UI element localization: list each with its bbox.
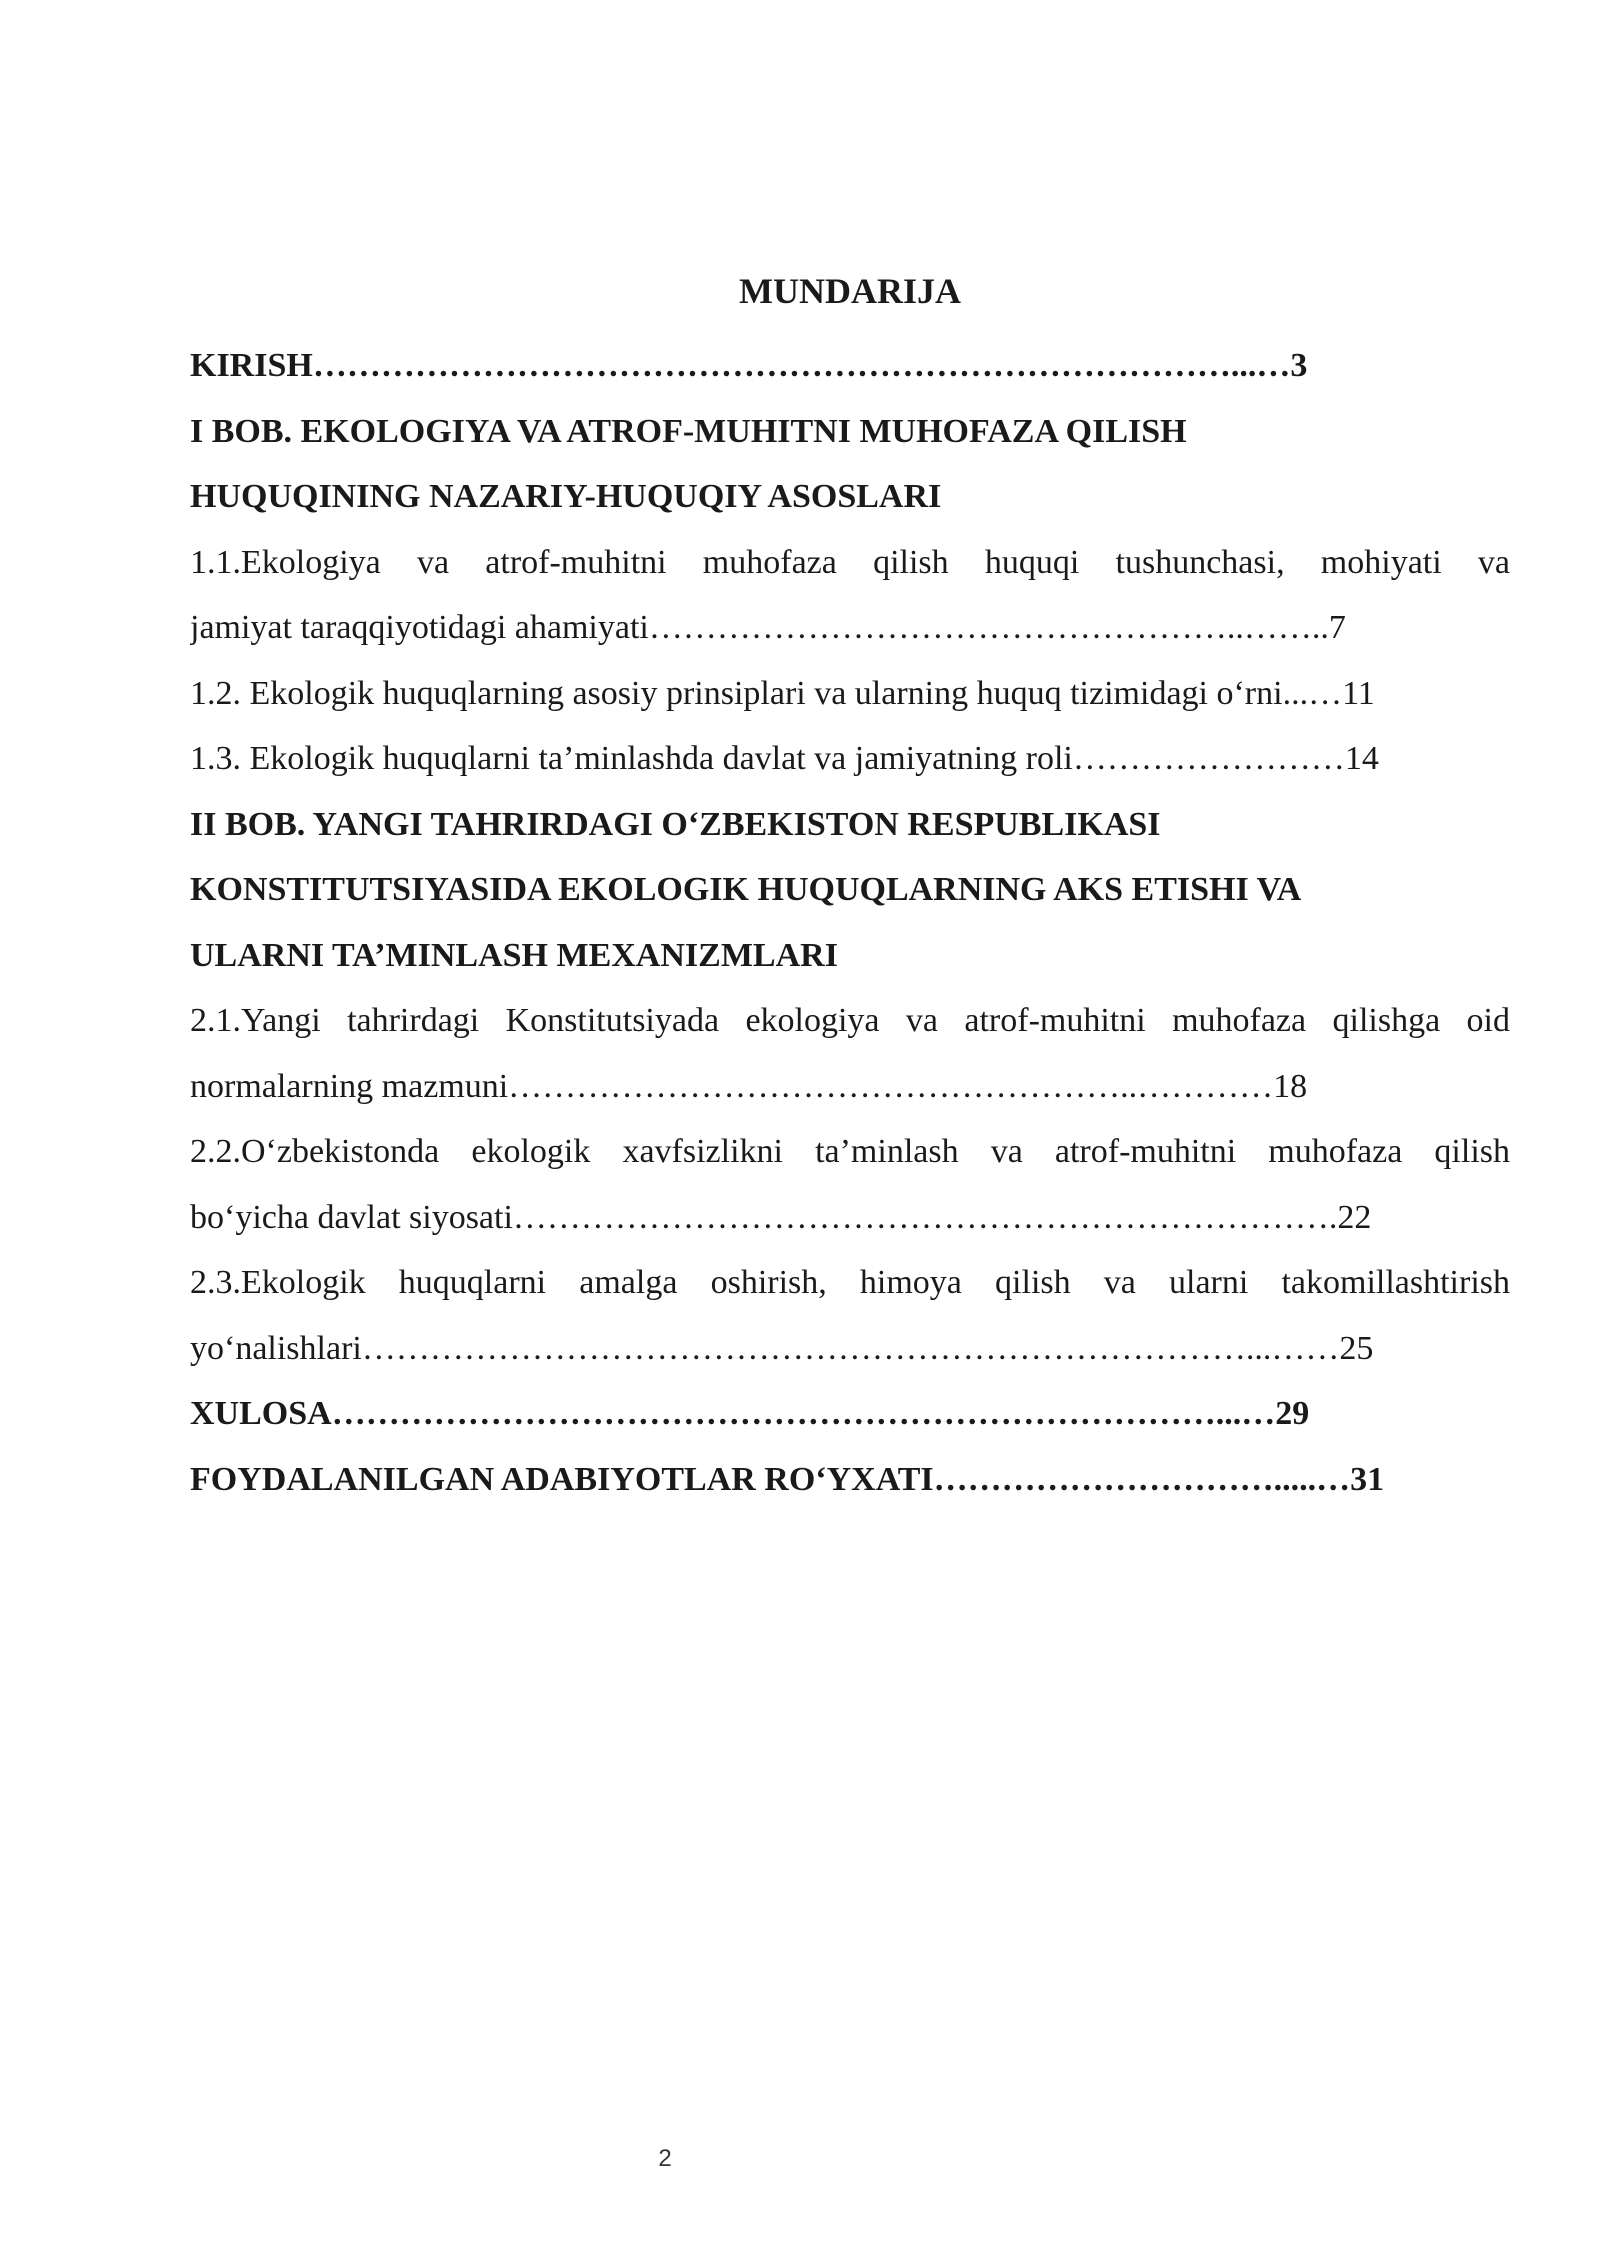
toc-section-2-1-line-2: normalarning mazmuni………………………………………………..…………18 bbox=[190, 1067, 1308, 1105]
toc-entry-kirish: KIRISH………………………………………………………………………...…3 bbox=[190, 347, 1308, 384]
toc-chapter-2-title-line-1: II BOB. YANGI TAHRIRDAGI O‘ZBEKISTON RESPUBLIKASI bbox=[190, 805, 1161, 843]
toc-section-2-2-line-1: 2.2.O‘zbekistonda ekologik xavfsizlikni ta’minlash va atrof-muhitni muhofaza qilish bbox=[190, 1133, 1510, 1170]
toc-section-1-1-line-2: jamiyat taraqqiyotidagi ahamiyati……………………………………………..……..7 bbox=[190, 609, 1346, 646]
toc-chapter-1-title-line-2: HUQUQINING NAZARIY-HUQUQIY ASOSLARI bbox=[190, 478, 942, 515]
toc-entry-adabiyotlar: FOYDALANILGAN ADABIYOTLAR RO‘YXATI………………………….....…31 bbox=[190, 1460, 1385, 1498]
toc-section-2-3-line-2: yo‘nalishlari……………………………………………………………………...……25 bbox=[190, 1329, 1374, 1367]
toc-section-1-3: 1.3. Ekologik huquqlarni ta’minlashda davlat va jamiyatning roli……………………14 bbox=[190, 740, 1379, 777]
page-number: 2 bbox=[658, 2145, 672, 2172]
toc-title: MUNDARIJA bbox=[739, 271, 961, 311]
toc-entry-xulosa: XULOSA……………………………………………………………………...…29 bbox=[190, 1395, 1310, 1432]
table-of-contents bbox=[190, 333, 1510, 1512]
toc-section-2-3-line-1: 2.3.Ekologik huquqlarni amalga oshirish, himoya qilish va ularni takomillashtirish bbox=[190, 1264, 1510, 1301]
toc-section-2-2-line-2: bo‘yicha davlat siyosati……………………………………………………………….22 bbox=[190, 1198, 1372, 1236]
toc-section-1-2: 1.2. Ekologik huquqlarning asosiy prinsiplari va ularning huquq tizimidagi o‘rni...…11 bbox=[190, 674, 1375, 712]
toc-chapter-2-title-line-2: KONSTITUTSIYASIDA EKOLOGIK HUQUQLARNING AKS ETISHI VA bbox=[190, 871, 1302, 908]
toc-section-2-1-line-1: 2.1.Yangi tahrirdagi Konstitutsiyada ekologiya va atrof-muhitni muhofaza qilishga oid bbox=[190, 1002, 1510, 1039]
toc-section-1-1-line-1: 1.1.Ekologiya va atrof-muhitni muhofaza qilish huquqi tushunchasi, mohiyati va bbox=[190, 543, 1510, 581]
toc-chapter-2-title-line-3: ULARNI TA’MINLASH MEXANIZMLARI bbox=[190, 936, 838, 974]
toc-chapter-1-title-line-1: I BOB. EKOLOGIYA VA ATROF-MUHITNI MUHOFAZA QILISH bbox=[190, 412, 1187, 450]
